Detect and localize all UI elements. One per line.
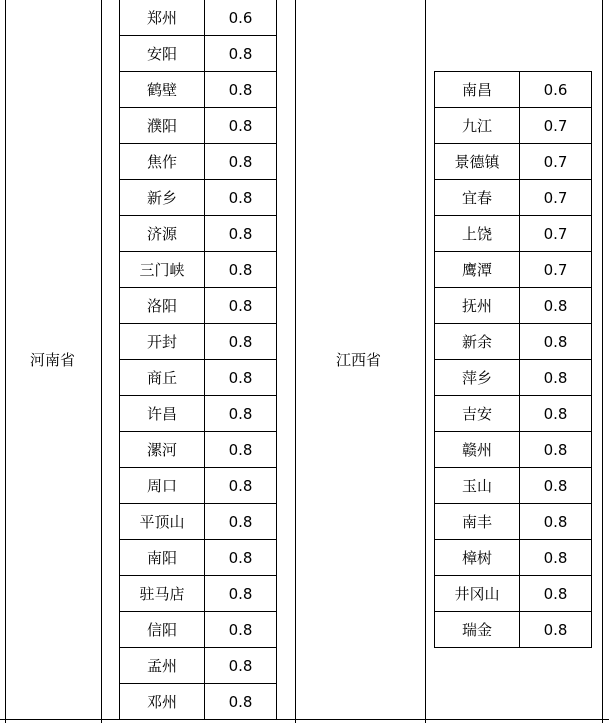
coefficient-cell: 0.8 (205, 252, 277, 288)
coefficient-cell: 0.7 (520, 180, 592, 216)
city-name-cell: 济源 (120, 216, 205, 252)
city-name-cell: 上饶 (435, 216, 520, 252)
city-name-cell: 鹤壁 (120, 72, 205, 108)
city-name-cell: 开封 (120, 324, 205, 360)
city-name-cell: 井冈山 (435, 576, 520, 612)
coefficient-cell: 0.6 (520, 72, 592, 108)
table-row (435, 576, 592, 612)
city-name-cell: 抚州 (435, 288, 520, 324)
table-row (435, 180, 592, 216)
table-row (120, 36, 277, 72)
table-row (120, 612, 277, 648)
table-row (120, 360, 277, 396)
coefficient-cell: 0.8 (205, 144, 277, 180)
city-name-cell: 鹰潭 (435, 252, 520, 288)
coefficient-cell: 0.8 (520, 576, 592, 612)
coefficient-cell: 0.8 (205, 576, 277, 612)
city-name-cell: 三门峡 (120, 252, 205, 288)
coefficient-cell: 0.8 (205, 216, 277, 252)
coefficient-cell: 0.8 (205, 540, 277, 576)
table-row (435, 144, 592, 180)
coefficient-cell: 0.8 (520, 396, 592, 432)
coefficient-cell: 0.8 (205, 504, 277, 540)
table-row (435, 504, 592, 540)
city-name-cell: 九江 (435, 108, 520, 144)
city-name-cell: 许昌 (120, 396, 205, 432)
table-row (120, 324, 277, 360)
table-row (435, 108, 592, 144)
table-row (120, 684, 277, 720)
city-name-cell: 瑞金 (435, 612, 520, 648)
coefficient-cell: 0.8 (205, 72, 277, 108)
city-name-cell: 邓州 (120, 684, 205, 720)
province-column-divider-3 (425, 0, 426, 723)
table-row (435, 432, 592, 468)
coefficient-cell: 0.8 (205, 468, 277, 504)
coefficient-cell: 0.8 (205, 612, 277, 648)
city-name-cell: 濮阳 (120, 108, 205, 144)
city-name-cell: 南丰 (435, 504, 520, 540)
table-row (435, 216, 592, 252)
province-label-jiangxi: 江西省 (336, 351, 382, 369)
coefficient-cell: 0.8 (205, 324, 277, 360)
table-row (435, 612, 592, 648)
table-row (435, 360, 592, 396)
coefficient-cell: 0.8 (205, 396, 277, 432)
coefficient-cell: 0.8 (520, 288, 592, 324)
city-name-cell: 孟州 (120, 648, 205, 684)
coefficient-cell: 0.8 (205, 684, 277, 720)
table-row (120, 396, 277, 432)
table-row (120, 648, 277, 684)
coefficient-cell: 0.7 (520, 252, 592, 288)
city-name-cell: 玉山 (435, 468, 520, 504)
henan-city-table (119, 0, 277, 720)
city-name-cell: 南阳 (120, 540, 205, 576)
city-name-cell: 萍乡 (435, 360, 520, 396)
city-name-cell: 宜春 (435, 180, 520, 216)
coefficient-cell: 0.8 (520, 432, 592, 468)
city-name-cell: 周口 (120, 468, 205, 504)
coefficient-cell: 0.7 (520, 216, 592, 252)
outer-right-border (602, 0, 603, 723)
table-row (120, 72, 277, 108)
city-name-cell: 驻马店 (120, 576, 205, 612)
table-row (435, 252, 592, 288)
city-name-cell: 新余 (435, 324, 520, 360)
table-row (120, 144, 277, 180)
city-name-cell: 景德镇 (435, 144, 520, 180)
table-row (435, 324, 592, 360)
city-name-cell: 吉安 (435, 396, 520, 432)
city-name-cell: 郑州 (120, 0, 205, 36)
city-name-cell: 洛阳 (120, 288, 205, 324)
table-row (435, 540, 592, 576)
city-name-cell: 信阳 (120, 612, 205, 648)
table-row (120, 432, 277, 468)
coefficient-cell: 0.8 (205, 288, 277, 324)
coefficient-cell: 0.7 (520, 108, 592, 144)
coefficient-cell: 0.8 (205, 108, 277, 144)
city-name-cell: 平顶山 (120, 504, 205, 540)
table-row (120, 180, 277, 216)
coefficient-cell: 0.6 (205, 0, 277, 36)
province-column-divider-1 (101, 0, 102, 723)
coefficient-cell: 0.8 (205, 648, 277, 684)
table-row (120, 468, 277, 504)
province-label-henan: 河南省 (30, 351, 76, 369)
table-row (120, 288, 277, 324)
table-row (120, 576, 277, 612)
coefficient-cell: 0.8 (205, 180, 277, 216)
table-row (120, 252, 277, 288)
coefficient-cell: 0.8 (205, 36, 277, 72)
outer-left-border (5, 0, 6, 723)
city-name-cell: 南昌 (435, 72, 520, 108)
table-row (120, 108, 277, 144)
coefficient-cell: 0.7 (520, 144, 592, 180)
table-row (435, 288, 592, 324)
coefficient-cell: 0.8 (520, 612, 592, 648)
coefficient-cell: 0.8 (520, 468, 592, 504)
city-name-cell: 焦作 (120, 144, 205, 180)
coefficient-cell: 0.8 (520, 540, 592, 576)
city-name-cell: 漯河 (120, 432, 205, 468)
table-row (120, 0, 277, 36)
coefficient-cell: 0.8 (520, 360, 592, 396)
table-row (120, 540, 277, 576)
outer-bottom-border (0, 719, 609, 720)
coefficient-cell: 0.8 (205, 360, 277, 396)
city-name-cell: 赣州 (435, 432, 520, 468)
city-name-cell: 新乡 (120, 180, 205, 216)
table-row (435, 396, 592, 432)
coefficient-cell: 0.8 (520, 324, 592, 360)
table-row (435, 72, 592, 108)
city-name-cell: 安阳 (120, 36, 205, 72)
table-row (120, 504, 277, 540)
table-row (435, 468, 592, 504)
city-name-cell: 樟树 (435, 540, 520, 576)
coefficient-cell: 0.8 (520, 504, 592, 540)
table-row (120, 216, 277, 252)
jiangxi-city-table (434, 71, 592, 648)
province-column-divider-2 (295, 0, 296, 723)
city-name-cell: 商丘 (120, 360, 205, 396)
coefficient-cell: 0.8 (205, 432, 277, 468)
